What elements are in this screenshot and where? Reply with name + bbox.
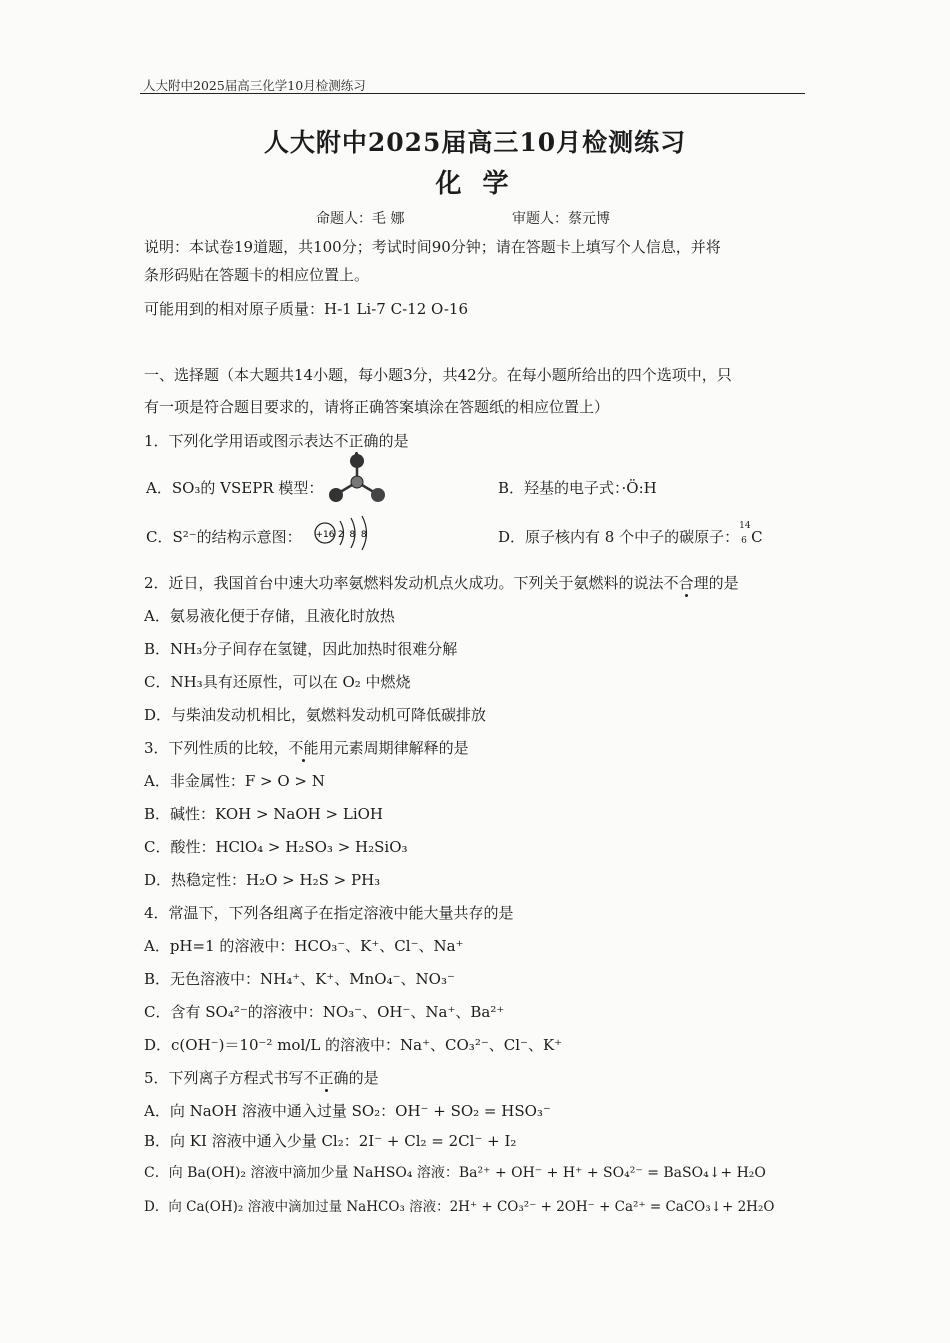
q1-option-d — [498, 521, 763, 547]
nucleus-charge: +16 — [315, 530, 335, 540]
q3-option-a: A．非金属性：F > O > N — [144, 772, 325, 790]
q1-option-b-label: B．羟基的电子式： — [498, 479, 622, 497]
q1-stem-emphasis: 不正确 — [333, 432, 379, 450]
electron-shells: 2 8 8 — [338, 530, 367, 540]
q2-stem-emphasis: 不合理 — [663, 574, 709, 592]
carbon-symbol: C — [751, 528, 763, 546]
q2-option-a: A．氨易液化便于存储，且液化时放热 — [144, 607, 395, 625]
q1-stem — [144, 430, 409, 451]
section-heading-line-2: 有一项是符合题目要求的，请将正确答案填涂在答题纸的相应位置上） — [144, 398, 610, 416]
q3-option-b: B．碱性：KOH > NaOH > LiOH — [144, 805, 383, 823]
q5-option-c: C．向 Ba(OH)₂ 溶液中滴加少量 NaHSO₄ 溶液：Ba²⁺ + OH⁻ + H⁺ + SO₄²⁻ = BaSO₄↓+ H₂O — [144, 1165, 766, 1181]
atomic-masses: 可能用到的相对原子质量：H-1 Li-7 C-12 O-16 — [144, 300, 469, 318]
vsepr-model-icon — [327, 452, 389, 504]
q2-stem — [144, 572, 739, 593]
q5-stem — [144, 1067, 379, 1088]
author-line — [316, 208, 610, 228]
q3-option-d: D．热稳定性：H₂O > H₂S > PH₃ — [144, 871, 381, 889]
q1-option-c: C．S²⁻的结构示意图： — [146, 528, 302, 546]
header-divider — [140, 93, 805, 94]
q5-stem-emphasis: 不正确 — [303, 1069, 349, 1087]
nuclide-notation — [739, 521, 751, 546]
q2-option-b: B．NH₃分子间存在氢键，因此加热时很难分解 — [144, 640, 458, 658]
q1-option-d-label: D．原子核内有 8 个中子的碳原子： — [498, 528, 740, 546]
q1-option-b — [498, 477, 657, 498]
subject-title: 化 学 — [435, 169, 515, 199]
atomic-number: 6 — [741, 536, 747, 546]
instructions-line-2: 条形码贴在答题卡的相应位置上。 — [144, 266, 370, 284]
q4-option-a: A．pH=1 的溶液中：HCO₃⁻、K⁺、Cl⁻、Na⁺ — [144, 937, 464, 955]
mass-number: 14 — [739, 521, 751, 531]
q5-stem-pre: 5．下列离子方程式书写 — [144, 1069, 304, 1087]
q3-stem — [144, 737, 469, 758]
section-heading-line-1: 一、选择题（本大题共14小题，每小题3分，共42分。在每小题所给出的四个选项中，只 — [144, 366, 732, 384]
q3-option-c: C．酸性：HClO₄ > H₂SO₃ > H₂SiO₃ — [144, 838, 408, 856]
q4-stem: 4．常温下，下列各组离子在指定溶液中能大量共存的是 — [144, 904, 514, 922]
q1-option-a: A．SO₃的 VSEPR 模型： — [146, 479, 324, 497]
reviewer: 审题人：蔡元博 — [512, 211, 610, 227]
q2-stem-post: 的是 — [708, 574, 739, 592]
q1-stem-post: 的是 — [378, 432, 409, 450]
q1-stem-pre: 1．下列化学用语或图示表达 — [144, 432, 334, 450]
running-header: 人大附中2025届高三化学10月检测练习 — [143, 78, 366, 93]
q3-stem-pre: 3．下列性质的比较， — [144, 739, 289, 757]
author: 命题人：毛 娜 — [316, 211, 405, 227]
q4-option-d: D．c(OH⁻)＝10⁻² mol/L 的溶液中：Na⁺、CO₃²⁻、Cl⁻、K⁺ — [144, 1036, 563, 1054]
exam-title: 人大附中2025届高三10月检测练习 — [263, 128, 687, 157]
q5-stem-post: 的是 — [348, 1069, 379, 1087]
sulfide-ion-diagram-icon — [313, 513, 375, 553]
q5-option-a: A．向 NaOH 溶液中通入过量 SO₂：OH⁻ + SO₂ = HSO₃⁻ — [144, 1102, 551, 1120]
q2-option-c: C．NH₃具有还原性，可以在 O₂ 中燃烧 — [144, 673, 411, 691]
q3-stem-post: 用元素周期律解释的是 — [318, 739, 469, 757]
q5-option-b: B．向 KI 溶液中通入少量 Cl₂：2I⁻ + Cl₂ = 2Cl⁻ + I₂ — [144, 1132, 517, 1150]
q4-option-c: C．含有 SO₄²⁻的溶液中：NO₃⁻、OH⁻、Na⁺、Ba²⁺ — [144, 1003, 505, 1021]
q2-stem-pre: 2．近日，我国首台中速大功率氨燃料发动机点火成功。下列关于氨燃料的说法 — [144, 574, 664, 592]
instructions-line-1: 说明：本试卷19道题，共100分；考试时间90分钟；请在答题卡上填写个人信息，并将 — [144, 238, 721, 256]
q2-option-d: D．与柴油发动机相比，氨燃料发动机可降低碳排放 — [144, 706, 487, 724]
q4-option-b: B．无色溶液中：NH₄⁺、K⁺、MnO₄⁻、NO₃⁻ — [144, 970, 455, 988]
hydroxyl-electron-formula: ·Ö:H — [621, 479, 657, 497]
q3-stem-emphasis: 不能 — [288, 739, 319, 757]
q5-option-d: D．向 Ca(OH)₂ 溶液中滴加过量 NaHCO₃ 溶液：2H⁺ + CO₃²⁻ + 2OH⁻ + Ca²⁺ = CaCO₃↓+ 2H₂O — [144, 1199, 775, 1215]
